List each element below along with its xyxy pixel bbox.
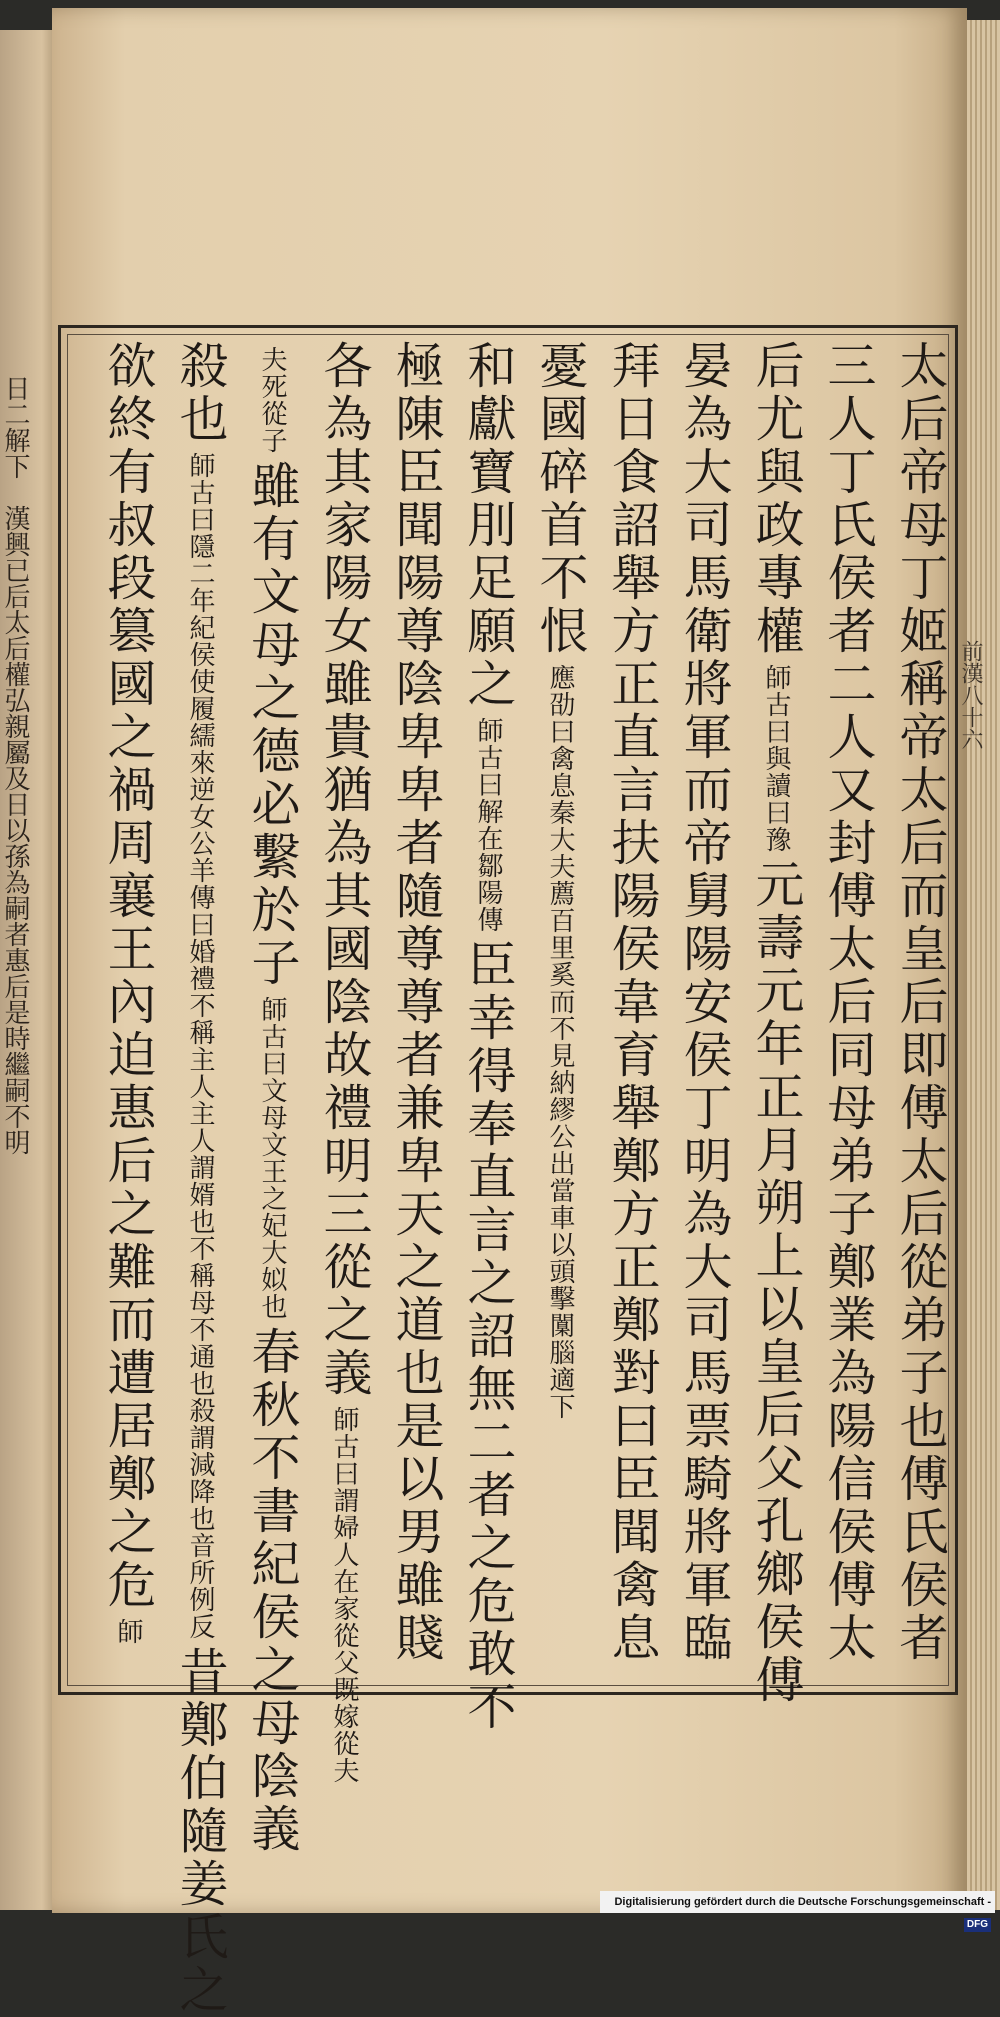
text-column-6 <box>532 340 589 1426</box>
column-main: 憂國碎首不恨 <box>532 340 589 658</box>
column-main-continued: 元壽元年正月朔上以皇后父孔鄉侯傅 <box>748 859 805 1707</box>
text-column-11 <box>172 340 229 2017</box>
text-column-5 <box>604 340 661 1665</box>
left-page <box>0 30 60 1910</box>
commentary-note: 師古曰謂婦人在家從父既嫁從夫 <box>329 1406 359 1784</box>
column-main: 晏為大司馬衛將軍而帝舅陽安侯丁明為大司馬票騎將軍臨 <box>676 340 733 1665</box>
column-main-continued: 臣幸得奉直言之詔無二者之危敢不 <box>460 939 517 1734</box>
text-column-10 <box>244 340 301 1856</box>
commentary-note: 師古曰與讀曰豫 <box>761 664 791 853</box>
column-main: 三人丁氏侯者二人又封傅太后同母弟子鄭業為陽信侯傅太 <box>820 340 877 1665</box>
text-column-7 <box>460 340 517 1734</box>
commentary-note: 師古曰隱二年紀侯使履繻來逆女公羊傳曰婚禮不稱主人主人謂婿也不稱母不通也殺謂減降也音所例反 <box>185 452 215 1640</box>
digitization-footer <box>600 1891 995 1930</box>
commentary-note: 師 <box>113 1618 143 1645</box>
column-main: 和獻寶刖足願之 <box>460 340 517 711</box>
column-main-continued: 春秋不書紀侯之母陰義 <box>244 1326 301 1856</box>
column-main: 拜日食詔舉方正直言扶陽侯韋育舉鄭方正鄭對曰臣聞禽息 <box>604 340 661 1665</box>
commentary-note: 師古曰解在鄒陽傳 <box>473 717 503 933</box>
commentary-lead: 夫死從子 <box>257 346 287 454</box>
column-main-continued: 昔鄭伯隨姜氏之 <box>172 1646 229 2017</box>
commentary-note: 應劭曰禽息秦大夫薦百里奚而不見納繆公出當車以頭擊闑腦適下 <box>545 664 575 1420</box>
margin-title: 前漢八十六 <box>958 640 983 750</box>
column-main: 欲終有叔段篡國之禍周襄王內迫惠后之難而遭居鄭之危 <box>100 340 157 1612</box>
dfg-logo: DFG <box>964 1918 991 1932</box>
page-edges <box>967 20 1000 1910</box>
column-main: 太后帝母丁姬稱帝太后而皇后即傅太后從弟子也傅氏侯者 <box>892 340 949 1665</box>
text-column-8 <box>388 340 445 1665</box>
commentary-note: 師古曰文母文王之妃大姒也 <box>257 996 287 1320</box>
column-main: 各為其家陽女雖貴猶為其國陰故禮明三從之義 <box>316 340 373 1400</box>
column-main: 殺也 <box>172 340 229 446</box>
column-main: 后尤與政專權 <box>748 340 805 658</box>
text-column-4 <box>676 340 733 1665</box>
text-column-9 <box>316 340 373 1790</box>
text-column-12 <box>100 340 157 1651</box>
column-main: 極陳臣聞陽尊陰卑卑者隨尊尊者兼卑天之道也是以男雖賤 <box>388 340 445 1665</box>
column-main: 雖有文母之德必繫於子 <box>244 460 301 990</box>
left-page-text: 日二解下 漢興已后太后權弘親屬及日以孫為嗣者惠后是時繼嗣不明 <box>0 375 30 1155</box>
text-column-3 <box>748 340 805 1707</box>
text-column-2 <box>820 340 877 1665</box>
text-column-1 <box>892 340 949 1665</box>
footer-text: Digitalisierung gefördert durch die Deutsche Forschungsgemeinschaft - <box>614 1896 991 1908</box>
